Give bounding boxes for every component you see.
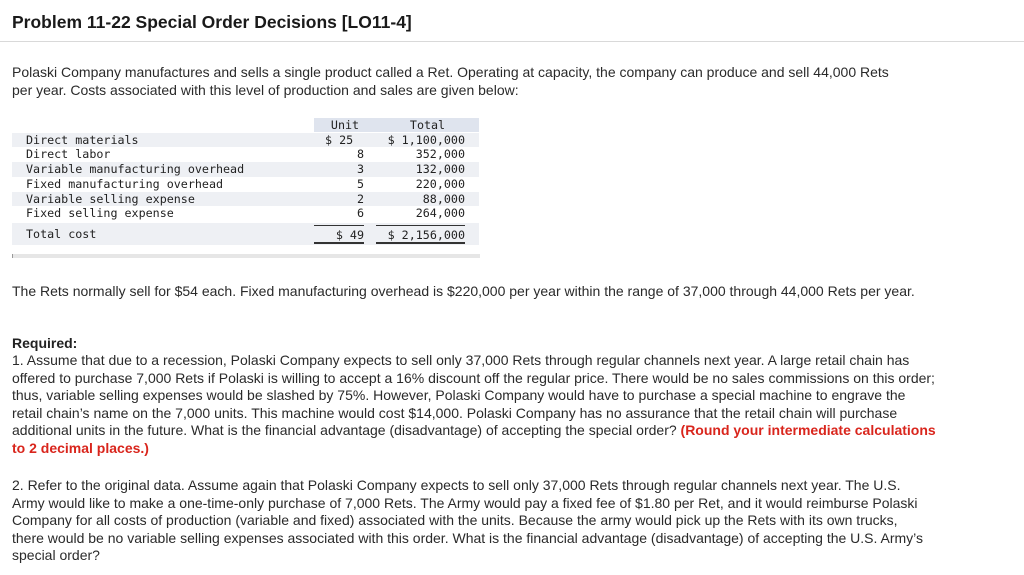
total-unit: $ 49 bbox=[314, 225, 364, 244]
row-label: Variable selling expense bbox=[26, 191, 195, 206]
required-label: Required: bbox=[12, 335, 78, 351]
row-label: Direct materials bbox=[26, 132, 139, 147]
row-label: Variable manufacturing overhead bbox=[26, 162, 245, 177]
row-total: 264,000 bbox=[415, 206, 465, 221]
row-unit: 5 bbox=[356, 176, 364, 191]
question-1 bbox=[12, 352, 937, 457]
table-row bbox=[12, 177, 479, 192]
table-row bbox=[12, 206, 479, 221]
required-heading bbox=[12, 335, 932, 353]
column-header-unit: Unit bbox=[314, 118, 376, 132]
row-label: Direct labor bbox=[26, 147, 111, 162]
page-title: Problem 11-22 Special Order Decisions [LO11-4] bbox=[12, 12, 412, 32]
total-label: Total cost bbox=[26, 227, 97, 242]
row-total: 88,000 bbox=[422, 191, 465, 206]
column-header-total: Total bbox=[376, 118, 479, 132]
table-row bbox=[12, 162, 479, 177]
normal-sell-paragraph: The Rets normally sell for $54 each. Fixed manufacturing overhead is $220,000 per year within the range of 37,000 through 44,000 Rets per year. bbox=[12, 283, 915, 299]
row-unit: 2 bbox=[356, 191, 364, 206]
total-total: $ 2,156,000 bbox=[376, 225, 465, 244]
total-cost-row bbox=[12, 223, 479, 245]
question-1-text: 1. Assume that due to a recession, Polaski Company expects to sell only 37,000 Rets through regular channels next year. A large retail chain has offered to purchase 7,000 Rets if Polaski is willing to accept a 16% discount off the regular price. There would be no sales commissions on this order; thus, variable selling expenses would be slashed by 75%. However, Polaski Company would have to purchase a special machine to engrave the retail chain’s name on the 7,000 units. This machine would cost $14,000. Polaski Company has no assurance that the retail chain will purchase additional units in the future. What is the financial advantage (disadvantage) of accepting the special order? bbox=[12, 352, 935, 438]
rounding-hint: (Round your intermediate calculations to 2 decimal places.) bbox=[12, 422, 936, 456]
cost-table-header bbox=[12, 118, 479, 133]
row-label: Fixed manufacturing overhead bbox=[26, 176, 224, 191]
table-row bbox=[12, 147, 479, 162]
title-divider bbox=[0, 41, 1024, 42]
table-row bbox=[12, 133, 479, 148]
table-row bbox=[12, 192, 479, 207]
row-total: $ 1,100,000 bbox=[387, 132, 465, 147]
cost-table bbox=[12, 118, 479, 245]
table-horizontal-scrollbar[interactable] bbox=[12, 254, 480, 258]
row-unit: 3 bbox=[356, 162, 364, 177]
row-total: 132,000 bbox=[415, 162, 465, 177]
intro-paragraph: Polaski Company manufactures and sells a single product called a Ret. Operating at capacity, the company can produce and sell 44,000 Rets per year. Costs associated with this level of production and sales are given below: bbox=[12, 64, 889, 98]
row-unit: 8 bbox=[356, 147, 364, 162]
row-label: Fixed selling expense bbox=[26, 206, 174, 221]
row-total: 220,000 bbox=[415, 176, 465, 191]
row-unit: 6 bbox=[356, 206, 364, 221]
row-unit: $ 25 bbox=[325, 132, 354, 147]
row-total: 352,000 bbox=[415, 147, 465, 162]
question-2: 2. Refer to the original data. Assume again that Polaski Company expects to sell only 37,000 Rets through regular channels next year. The U.S. Army would like to make a one-time-only purchase of 7,000 Rets. The Army would pay a fixed fee of $1.80 per Ret, and it would reimburse Polaski Company for all costs of production (variable and fixed) associated with the units. Because the army would pick up the Rets with its own trucks, there would be no variable selling expenses associated with this order. What is the financial advantage (disadvantage) of accepting the U.S. Army’s special order? bbox=[12, 477, 924, 563]
